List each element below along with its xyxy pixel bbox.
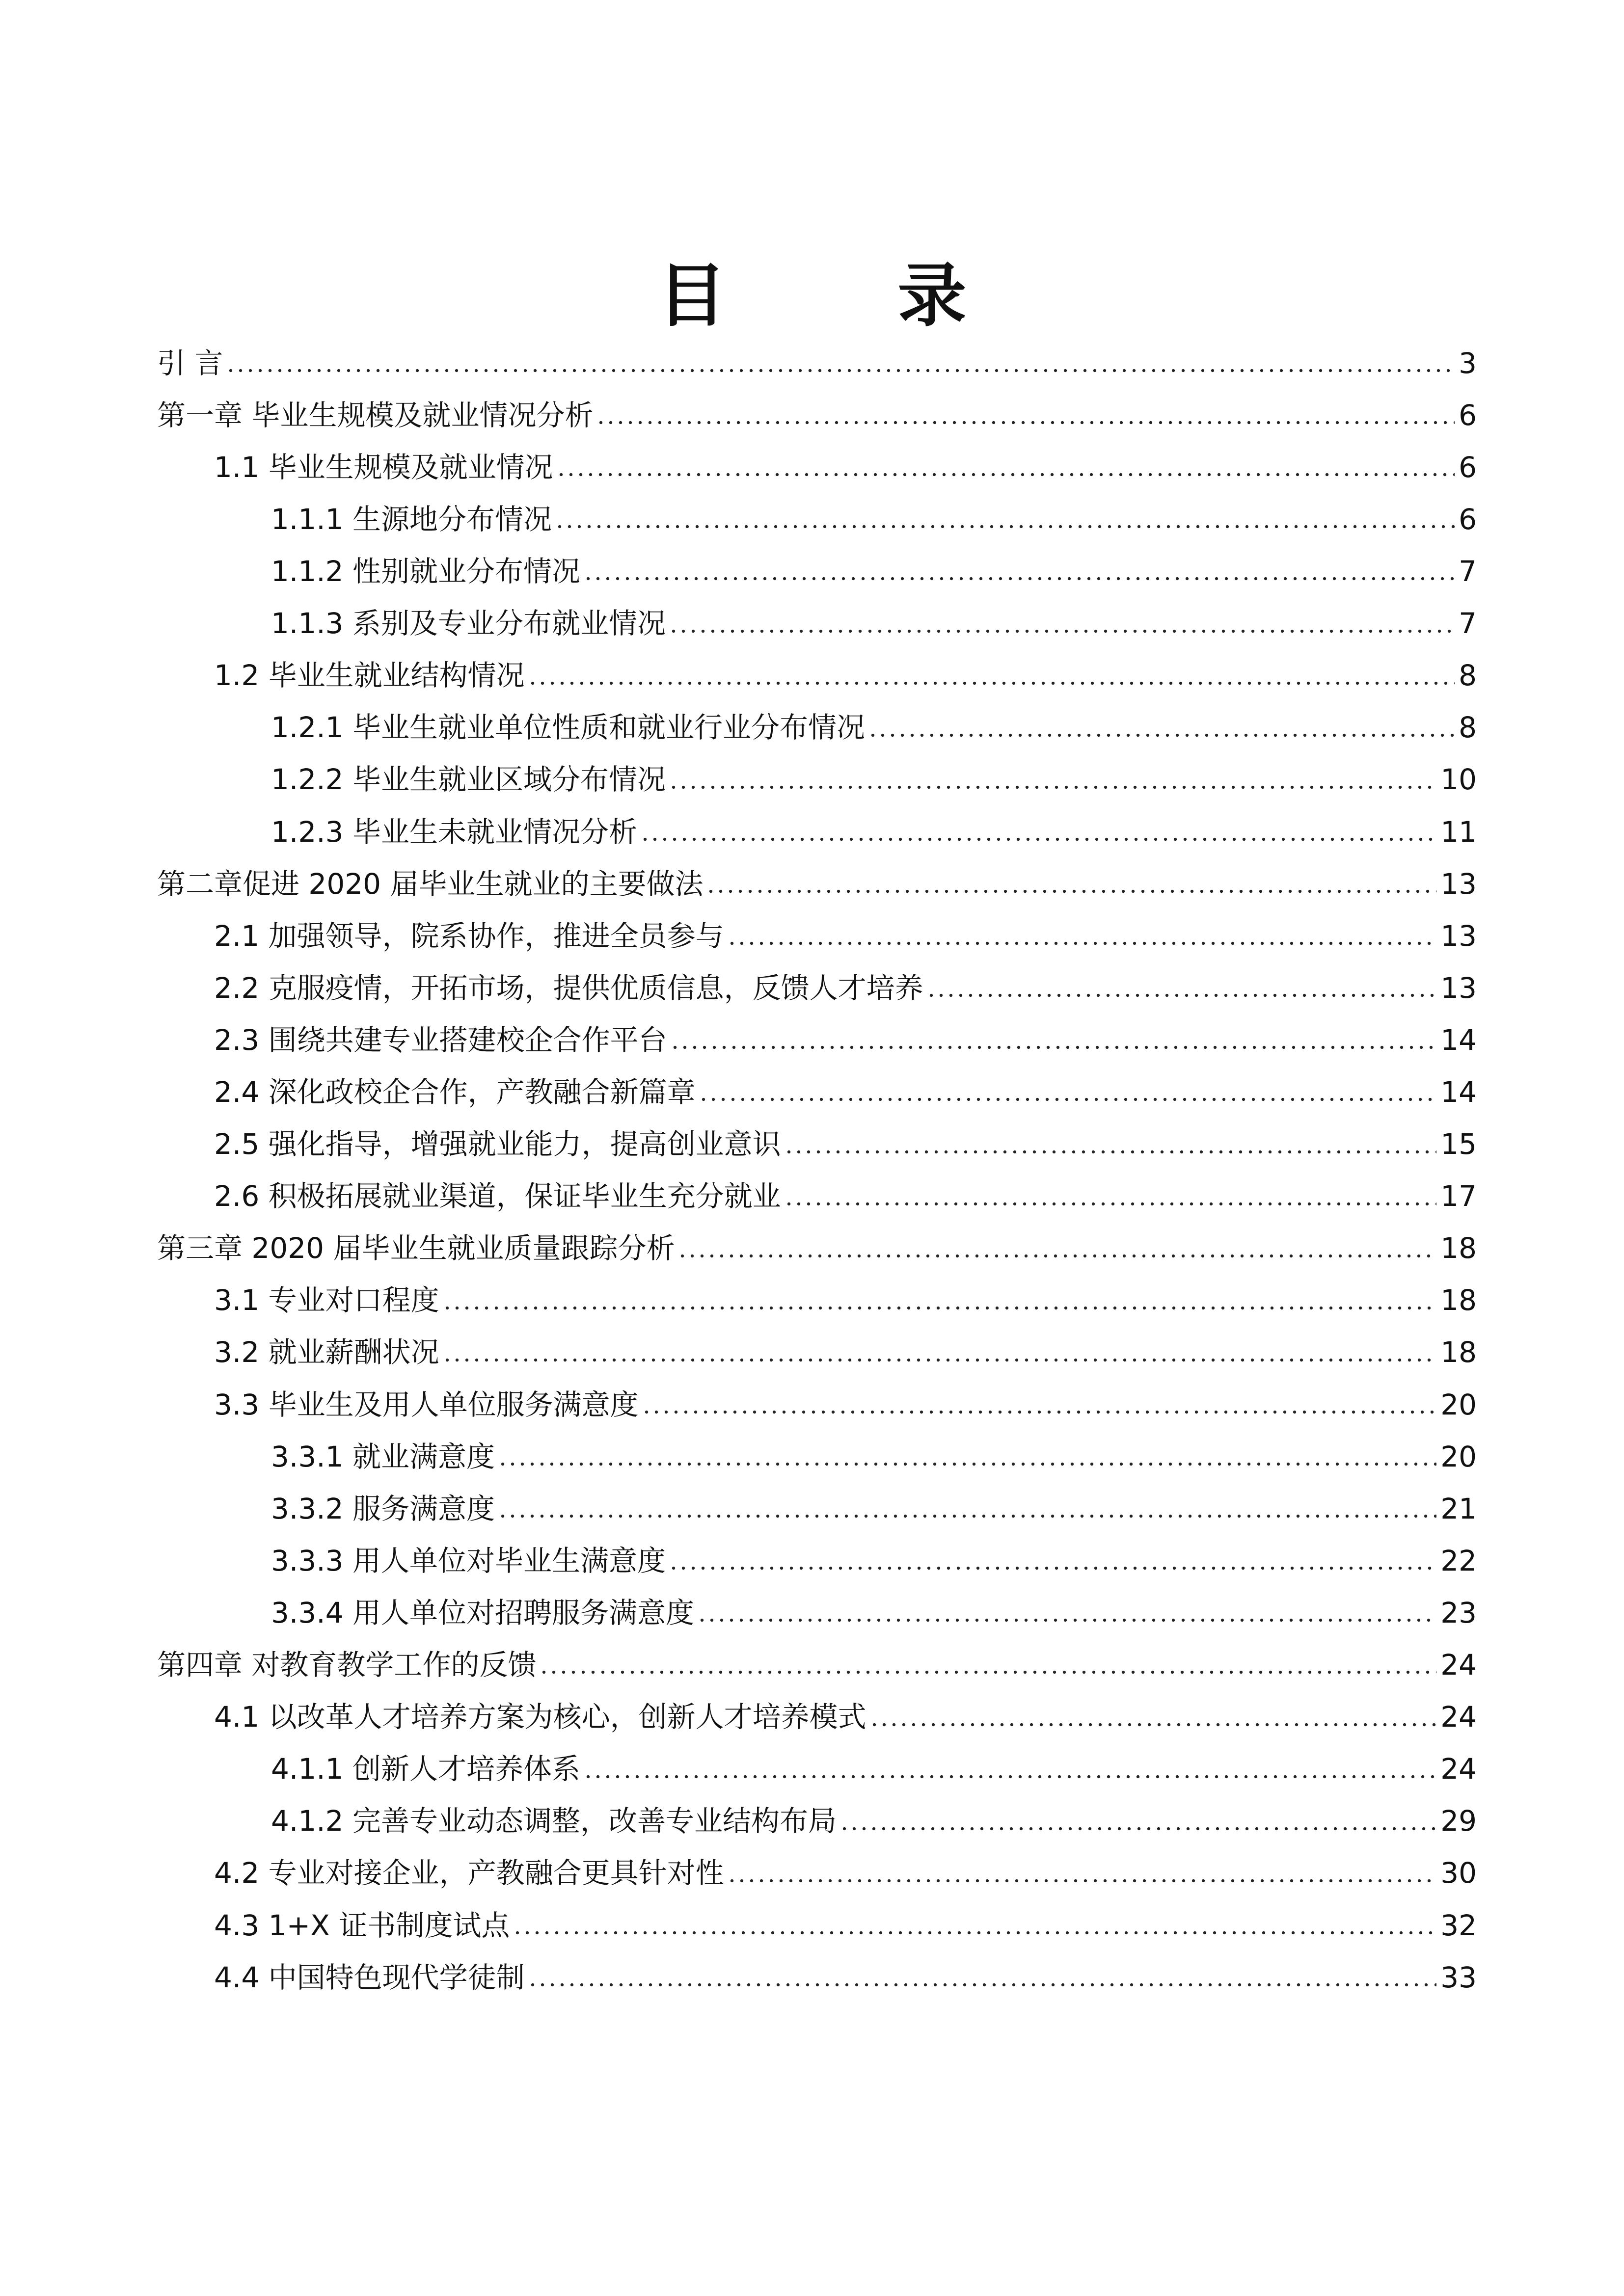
toc-page-number: 6 [1459,398,1477,432]
toc-entry[interactable] [157,1111,1477,1163]
dot-leader [442,1335,1437,1363]
toc-entry-title: 第三章 2020 届毕业生就业质量跟踪分析 [157,1231,675,1265]
toc-page-number: 15 [1440,1127,1477,1161]
toc-entry-title: 4.1.1 创新人才培养体系 [271,1752,581,1786]
toc-entry-title: 4.2 专业对接企业，产教融合更具针对性 [214,1856,724,1890]
toc-entry[interactable] [157,694,1477,747]
table-of-contents [157,330,1477,1996]
toc-entry-title: 引 言 [157,346,223,380]
dot-leader [528,658,1455,687]
toc-entry-title: 1.1 毕业生规模及就业情况 [214,450,553,484]
toc-entry[interactable] [157,1475,1477,1527]
toc-entry-title: 第四章 对教育教学工作的反馈 [157,1648,537,1682]
toc-page-number: 20 [1440,1440,1477,1473]
toc-entry[interactable] [157,1579,1477,1631]
toc-entry[interactable] [157,538,1477,590]
toc-entry[interactable] [157,1059,1477,1111]
toc-entry[interactable] [157,903,1477,955]
toc-entry-title: 第一章 毕业生规模及就业情况分析 [157,398,594,432]
toc-entry-title: 1.1.2 性别就业分布情况 [271,555,581,588]
toc-entry[interactable] [157,1215,1477,1267]
dot-leader [706,866,1436,895]
toc-entry-title: 4.1 以改革人才培养方案为核心，创新人才培养模式 [214,1700,866,1734]
toc-entry-title: 3.1 专业对口程度 [214,1283,439,1317]
toc-page-number: 24 [1440,1648,1477,1682]
toc-entry-title: 3.3.1 就业满意度 [271,1440,495,1473]
toc-entry[interactable] [157,1683,1477,1735]
dot-leader [839,1804,1436,1832]
toc-page-number: 17 [1440,1179,1477,1213]
dot-leader [583,1752,1436,1780]
toc-page-number: 7 [1459,555,1477,588]
dot-leader [556,450,1455,478]
dot-leader [784,1179,1437,1207]
toc-entry[interactable] [157,1007,1477,1059]
dot-leader [669,1543,1436,1572]
toc-title: 目 录 [657,256,1040,336]
toc-entry-title: 1.1.3 系别及专业分布就业情况 [271,607,666,641]
toc-page-number: 14 [1440,1023,1477,1057]
toc-entry-title: 2.3 围绕共建专业搭建校企合作平台 [214,1023,667,1057]
toc-entry-title: 第二章促进 2020 届毕业生就业的主要做法 [157,867,704,901]
dot-leader [555,502,1455,530]
toc-entry-title: 3.2 就业薪酬状况 [214,1335,439,1369]
toc-entry[interactable] [157,955,1477,1007]
toc-page-number: 30 [1440,1856,1477,1890]
toc-page-number: 18 [1440,1335,1477,1369]
dot-leader [697,1595,1436,1624]
toc-entry[interactable] [157,1319,1477,1371]
toc-page-number: 13 [1440,971,1477,1005]
toc-entry[interactable] [157,590,1477,642]
dot-leader [868,710,1455,739]
toc-entry[interactable] [157,1371,1477,1423]
toc-page-number: 6 [1459,502,1477,536]
toc-page-number: 7 [1459,607,1477,641]
toc-page-number: 21 [1440,1492,1477,1525]
dot-leader [727,918,1437,947]
toc-page-number: 29 [1440,1804,1477,1838]
toc-entry[interactable] [157,1163,1477,1215]
dot-leader [539,1647,1436,1676]
toc-entry-title: 3.3.2 服务满意度 [271,1492,495,1525]
toc-page-number: 8 [1459,711,1477,745]
toc-entry-title: 4.4 中国特色现代学徒制 [214,1960,525,1994]
toc-entry-title: 1.2.1 毕业生就业单位性质和就业行业分布情况 [271,711,866,745]
toc-entry[interactable] [157,851,1477,903]
dot-leader [513,1908,1436,1936]
toc-page-number: 24 [1440,1752,1477,1786]
dot-leader [869,1700,1437,1728]
dot-leader [498,1439,1436,1468]
dot-leader [596,398,1455,426]
toc-entry-title: 2.2 克服疫情，开拓市场，提供优质信息，反馈人才培养 [214,971,923,1005]
dot-leader [528,1960,1437,1988]
dot-leader [583,554,1455,582]
dot-leader [926,970,1437,999]
toc-page-number: 6 [1459,450,1477,484]
toc-entry[interactable] [157,1892,1477,1944]
toc-entry[interactable] [157,1423,1477,1475]
dot-leader [677,1231,1436,1259]
toc-entry[interactable] [157,330,1477,382]
toc-page-number: 24 [1440,1700,1477,1734]
toc-page-number: 33 [1440,1960,1477,1994]
toc-entry-title: 4.3 1+X 证书制度试点 [214,1908,510,1942]
toc-page-number: 3 [1459,346,1477,380]
toc-page-number: 10 [1440,763,1477,797]
dot-leader [642,1387,1437,1415]
toc-entry[interactable] [157,1736,1477,1788]
toc-entry-title: 2.6 积极拓展就业渠道，保证毕业生充分就业 [214,1179,781,1213]
dot-leader [640,814,1436,843]
toc-page-number: 8 [1459,659,1477,693]
dot-leader [669,606,1455,635]
toc-entry[interactable] [157,486,1477,538]
toc-entry-title: 3.3.3 用人单位对毕业生满意度 [271,1544,666,1577]
dot-leader [727,1856,1437,1884]
toc-entry-title: 1.2.2 毕业生就业区域分布情况 [271,763,666,797]
toc-entry-title: 3.3 毕业生及用人单位服务满意度 [214,1388,639,1421]
toc-entry[interactable] [157,799,1477,851]
toc-entry-title: 3.3.4 用人单位对招聘服务满意度 [271,1596,695,1629]
toc-page-number: 32 [1440,1908,1477,1942]
toc-page-number: 18 [1440,1231,1477,1265]
toc-entry[interactable] [157,1267,1477,1319]
toc-page-number: 14 [1440,1075,1477,1109]
toc-page-number: 22 [1440,1544,1477,1577]
toc-page-number: 20 [1440,1388,1477,1421]
toc-page-number: 11 [1440,815,1477,849]
toc-entry[interactable] [157,1631,1477,1683]
toc-page-number: 13 [1440,867,1477,901]
toc-entry[interactable] [157,1527,1477,1579]
toc-entry-title: 4.1.2 完善专业动态调整，改善专业结构布局 [271,1804,837,1838]
dot-leader [669,762,1436,791]
dot-leader [226,346,1455,374]
toc-entry-title: 2.4 深化政校企合作，产教融合新篇章 [214,1075,696,1109]
toc-entry-title: 1.2.3 毕业生未就业情况分析 [271,815,638,849]
dot-leader [699,1074,1437,1103]
toc-entry[interactable] [157,642,1477,694]
toc-entry-title: 2.5 强化指导，增强就业能力，提高创业意识 [214,1127,781,1161]
toc-entry-title: 2.1 加强领导，院系协作，推进全员参与 [214,919,724,953]
dot-leader [784,1127,1437,1155]
toc-page-number: 23 [1440,1596,1477,1629]
toc-entry[interactable] [157,1788,1477,1840]
toc-page-number: 18 [1440,1283,1477,1317]
toc-entry[interactable] [157,1944,1477,1996]
toc-page-number: 13 [1440,919,1477,953]
toc-entry[interactable] [157,382,1477,434]
dot-leader [670,1022,1437,1051]
dot-leader [442,1283,1437,1311]
toc-entry-title: 1.2 毕业生就业结构情况 [214,659,525,693]
toc-entry[interactable] [157,434,1477,486]
toc-entry[interactable] [157,1840,1477,1892]
dot-leader [498,1491,1436,1520]
toc-entry[interactable] [157,747,1477,799]
toc-entry-title: 1.1.1 生源地分布情况 [271,502,552,536]
